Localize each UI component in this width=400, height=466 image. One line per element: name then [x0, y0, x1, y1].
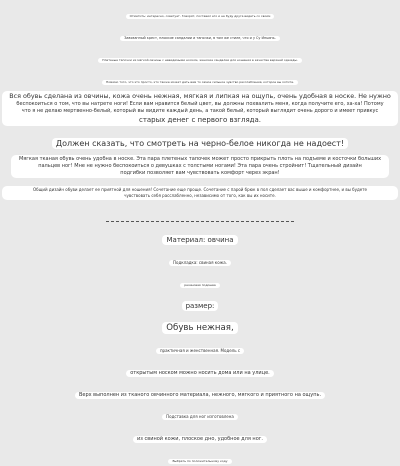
highlight-text: Должен сказать, что смотреть на черно-белое никогда не надоест!: [52, 138, 348, 149]
intro-text-2: Плетеные тапочки из мягкой овчины с невидимыми носком, женские сандалии для ношения в качестве верхней одежды.: [98, 58, 302, 63]
paragraph-line: Вся обувь сделана из овчины, кожа очень нежная, мягкая и липкая на ощупь, очень удобная в носке. Не нужно: [9, 92, 391, 100]
insole-text: Подкладка: свиная кожа.: [169, 260, 231, 266]
material-text: Материал: овчина: [162, 235, 237, 245]
paragraph-line: чувствовать себя расслабленно, независимо от того, как вы их носите.: [124, 193, 276, 198]
intro-text-3: Помимо того, что это просто, это также может дать вам то самое сильное чувство расслабления, которое вы хотите.: [102, 80, 298, 85]
style-text: практичная и женственная. Модель с: [156, 348, 244, 354]
paragraph-line: беспокоиться о том, что вы натрете ноги! Если вам нравится белый цвет, вы должны похвалить меня, когда получите его, ха-ха! Потому: [16, 101, 384, 107]
paragraph-line: что я не делаю мертвенно-белый, который вы видите каждый день, а такой белый, который выглядит очень дорого и имеет привкус: [21, 108, 379, 114]
intro-text-1: Завязанный крест, плоские сандалии и тапочки, в том же стиле, что и у Су Иньинь.: [120, 36, 279, 41]
choose-text: Выбрать по положительному коду: [168, 459, 231, 464]
insole-detail-text-2: из свиной кожи, плоское дно, удобное для ног.: [133, 436, 267, 443]
open-toe-text: открытым носком можно носить дома или на улице.: [126, 370, 274, 377]
description-top-section: [0, 2, 400, 201]
paragraph-line: Общий дизайн обуви делает ее приятной для ношения! Сочетание еще проще. Сочетание с парой брюк в пол сделает вас выше и комфортнее, и вы будете: [32, 187, 368, 192]
feel-text: Обувь нежная,: [162, 322, 237, 334]
size-label: размер:: [182, 301, 219, 311]
paragraph-line: пальцев ног! Мне не нужно беспокоиться о девушках с толстыми ногами! Эта пара очень стройнит! Тщательный дизайн: [38, 163, 362, 169]
insole-detail-text: Подставка для ног изготовлена: [162, 414, 238, 420]
sole-text: резиновая подошва: [180, 283, 220, 288]
caption-text: Отметить: интересно, советует. Говорят, поставил его и не буду друга видеть со своим: [126, 14, 275, 19]
section-divider: [106, 221, 294, 222]
paragraph-line: подгибки позволяет вам чувствовать комфорт через экран!: [120, 170, 280, 176]
sheepskin-paragraph: [2, 91, 398, 126]
overall-design-paragraph: [2, 186, 398, 200]
paragraph-line: старых денег с первого взгляда.: [138, 116, 262, 124]
woven-shoes-paragraph: [11, 155, 389, 178]
paragraph-line: Мягкая тканая обувь очень удобна в носке. Эта пара плетеных тапочек может просто прикрыть плоть на подъеме и косточки больших: [18, 156, 382, 162]
product-details-section: [0, 227, 400, 466]
upper-text: Верх выполнен из тканого овчинного материала, нежного, мягкого и приятного на ощупь.: [75, 392, 325, 399]
